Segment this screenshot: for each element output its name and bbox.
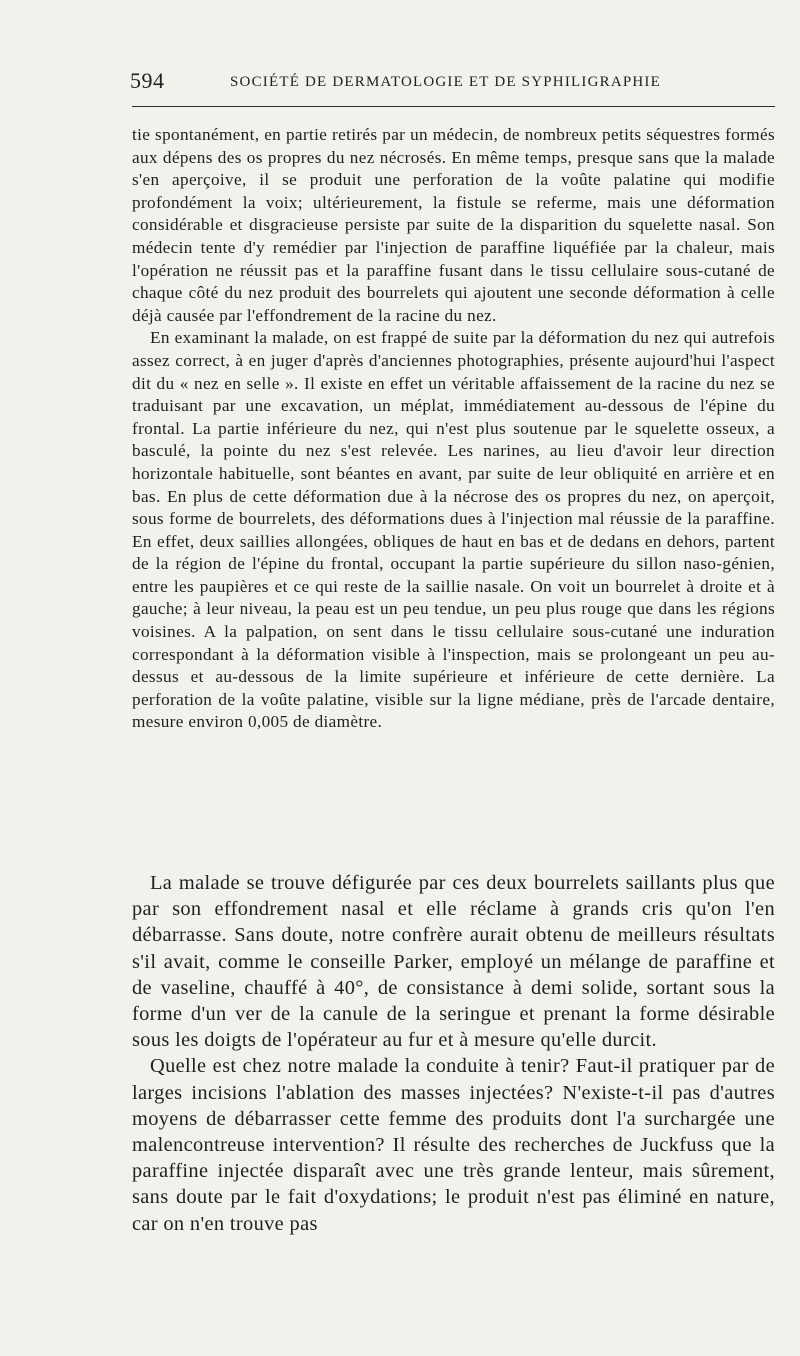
page-number: 594 [130,68,165,93]
discussion-text [132,870,775,1237]
paragraph: Quelle est chez notre malade la conduite à tenir? Faut-il pratiquer par de larges incisions l'ablation des masses injectées? N'existe-t-il pas d'autres moyens de débarrasser cette femme des produits dont l'a surchargée une malencontreuse intervention? Il résulte des recherches de Juckfuss que la paraffine injectée disparaît avec une très grande lenteur, mais sûrement, sans doute par le fait d'oxydations; le produit n'est pas éliminé en nature, car on n'en trouve pas [132,1055,775,1235]
paragraph: tie spontanément, en partie retirés par un médecin, de nombreux petits séquestres formés aux dépens des os propres du nez nécrosés. En même temps, presque sans que la malade s'en aperçoive, il se produit une perforation de la voûte palatine qui modifie profondément la voix; ultérieurement, la fistule se referme, mais une déformation considérable et disgracieuse persiste par suite de la disparition du squelette nasal. Son médecin tente d'y remédier par l'injection de paraffine liquéfiée par la chaleur, mais l'opération ne réussit pas et la paraffine fusant dans le tissu cellulaire sous-cutané de chaque côté du nez produit des bourrelets qui ajoutent une seconde déformation à celle déjà causée par l'effondrement de la racine du nez. [132,125,775,325]
paragraph: La malade se trouve défigurée par ces deux bourrelets saillants plus que par son effondrement nasal et elle réclame à grands cris qu'on l'en débarrasse. Sans doute, notre confrère aurait obtenu de meilleurs résultats s'il avait, comme le conseille Parker, employé un mélange de paraffine et de vaseline, chauffé à 40°, de consistance à demi solide, sortant sous la forme d'un ver de la canule de la seringue et prenant la forme désirable sous les doigts de l'opérateur au fur et à mesure qu'elle durcit. [132,872,775,1052]
running-title: SOCIÉTÉ DE DERMATOLOGIE ET DE SYPHILIGRAPHIE [230,74,661,90]
paragraph: En examinant la malade, on est frappé de suite par la déformation du nez qui autrefois assez correct, à en juger d'après d'anciennes photographies, présente aujourd'hui l'aspect dit du « nez en selle ». Il existe en effet un véritable affaissement de la racine du nez se traduisant par une excavation, un méplat, immédiatement au-dessous de l'épine du frontal. La partie inférieure du nez, qui n'est plus soutenue par le squelette osseux, a basculé, la pointe du nez s'est relevée. Les narines, au lieu d'avoir leur direction horizontale habituelle, sont béantes en avant, par suite de leur obliquité en arrière et en bas. En plus de cette déformation due à la nécrose des os propres du nez, on aperçoit, sous forme de bourrelets, des déformations dues à l'injection mal réussie de la paraffine. En effet, deux saillies allongées, obliques de haut en bas et de dedans en dehors, partent de la région de l'épine du frontal, occupant la partie supérieure du sillon naso-génien, entre les paupières et ce qui reste de la saillie nasale. On voit un bourrelet à droite et à gauche; à leur niveau, la peau est un peu tendue, un peu plus rouge que dans les régions voisines. A la palpation, on sent dans le tissu cellulaire sous-cutané une induration correspondant à la déformation visible à l'inspection, mais se prolongeant un peu au-dessus et au-dessous de la limite supérieure et inférieure de cette dernière. La perforation de la voûte palatine, visible sur la ligne médiane, près de l'arcade dentaire, mesure environ 0,005 de diamètre. [132,328,775,732]
header-rule [132,106,775,107]
case-report-text [132,124,775,734]
page-header [130,68,775,102]
